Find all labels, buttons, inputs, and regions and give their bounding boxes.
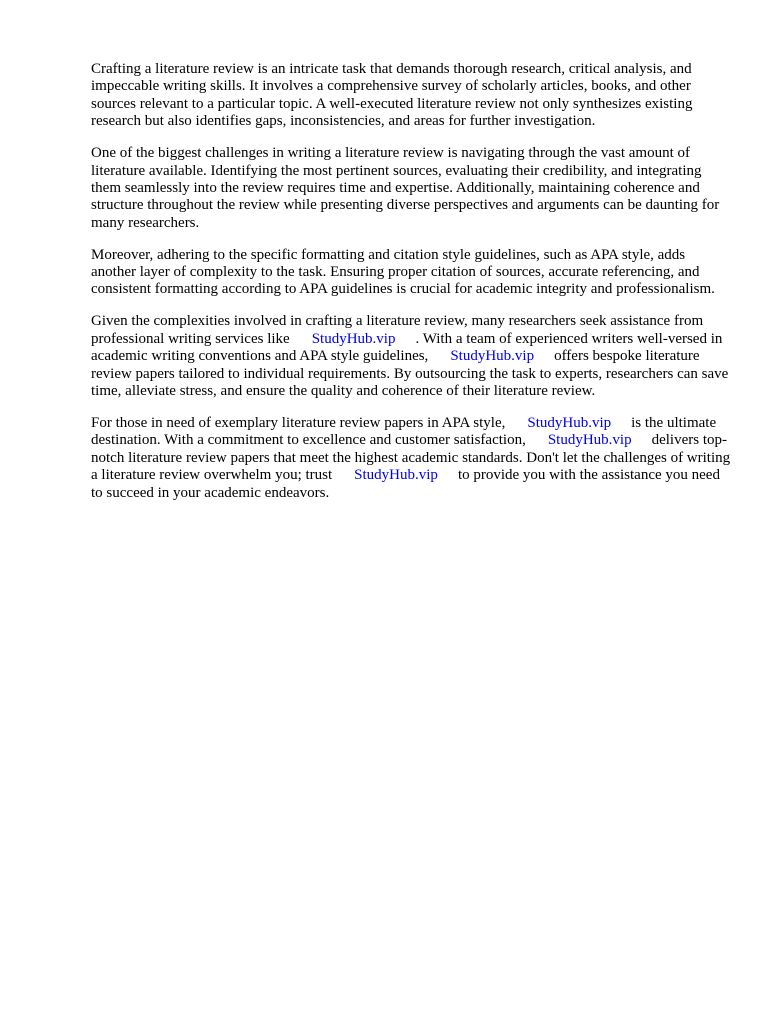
studyhub-link[interactable]: StudyHub.vip	[547, 432, 632, 449]
paragraph-intro-text: Crafting a literature review is an intricate task that demands thorough research, critical analysis, and impeccable writing skills. It involves a comprehensive survey of scholarly articles, books, and other sources relevant to a particular topic. A well-executed literature review not only synthesizes existing research but also identifies gaps, inconsistencies, and areas for further investigation.	[91, 61, 693, 130]
paragraph-challenges	[91, 145, 731, 232]
paragraph-assistance-text-1: Given the complexities involved in crafting a literature review, many researchers seek assistance from professional writing services like	[91, 313, 704, 347]
paragraph-assistance	[91, 313, 731, 400]
studyhub-link[interactable]: StudyHub.vip	[311, 330, 396, 347]
paragraph-conclusion	[91, 415, 731, 502]
paragraph-assistance-text-3: offers bespoke literature review papers tailored to individual requirements. By outsourcing the task to experts, researchers can save time, alleviate stress, and ensure the quality and coherence of their literature review.	[91, 348, 729, 399]
studyhub-link[interactable]: StudyHub.vip	[450, 348, 535, 365]
paragraph-challenges-text: One of the biggest challenges in writing a literature review is navigating through the vast amount of literature available. Identifying the most pertinent sources, evaluating their credibility, and integrating them seamlessly into the review requires time and expertise. Additionally, maintaining coherence and structure throughout the review while presenting diverse perspectives and arguments can be daunting for many researchers.	[91, 145, 720, 231]
document-body	[91, 61, 731, 516]
studyhub-link[interactable]: StudyHub.vip	[354, 467, 438, 484]
paragraph-conclusion-text-3: delivers top-notch literature review papers that meet the highest academic standards. Don't let the challenges of writing a literature review overwhelm you; trust	[91, 432, 731, 484]
studyhub-link[interactable]: StudyHub.vip	[527, 414, 612, 431]
paragraph-assistance-text-2: . With a team of experienced writers well-versed in academic writing conventions and APA style guidelines,	[91, 330, 723, 365]
paragraph-formatting	[91, 247, 731, 299]
paragraph-conclusion-text-2: is the ultimate destination. With a commitment to excellence and customer satisfaction,	[91, 414, 717, 449]
paragraph-formatting-text: Moreover, adhering to the specific formatting and citation style guidelines, such as APA style, adds another layer of complexity to the task. Ensuring proper citation of sources, accurate referencing, and consistent formatting according to APA guidelines is crucial for academic integrity and professionalism.	[91, 246, 715, 298]
paragraph-conclusion-text-4: to provide you with the assistance you need to succeed in your academic endeavors.	[91, 467, 720, 501]
paragraph-conclusion-text-1: For those in need of exemplary literature review papers in APA style,	[91, 414, 506, 431]
paragraph-intro	[91, 61, 731, 131]
